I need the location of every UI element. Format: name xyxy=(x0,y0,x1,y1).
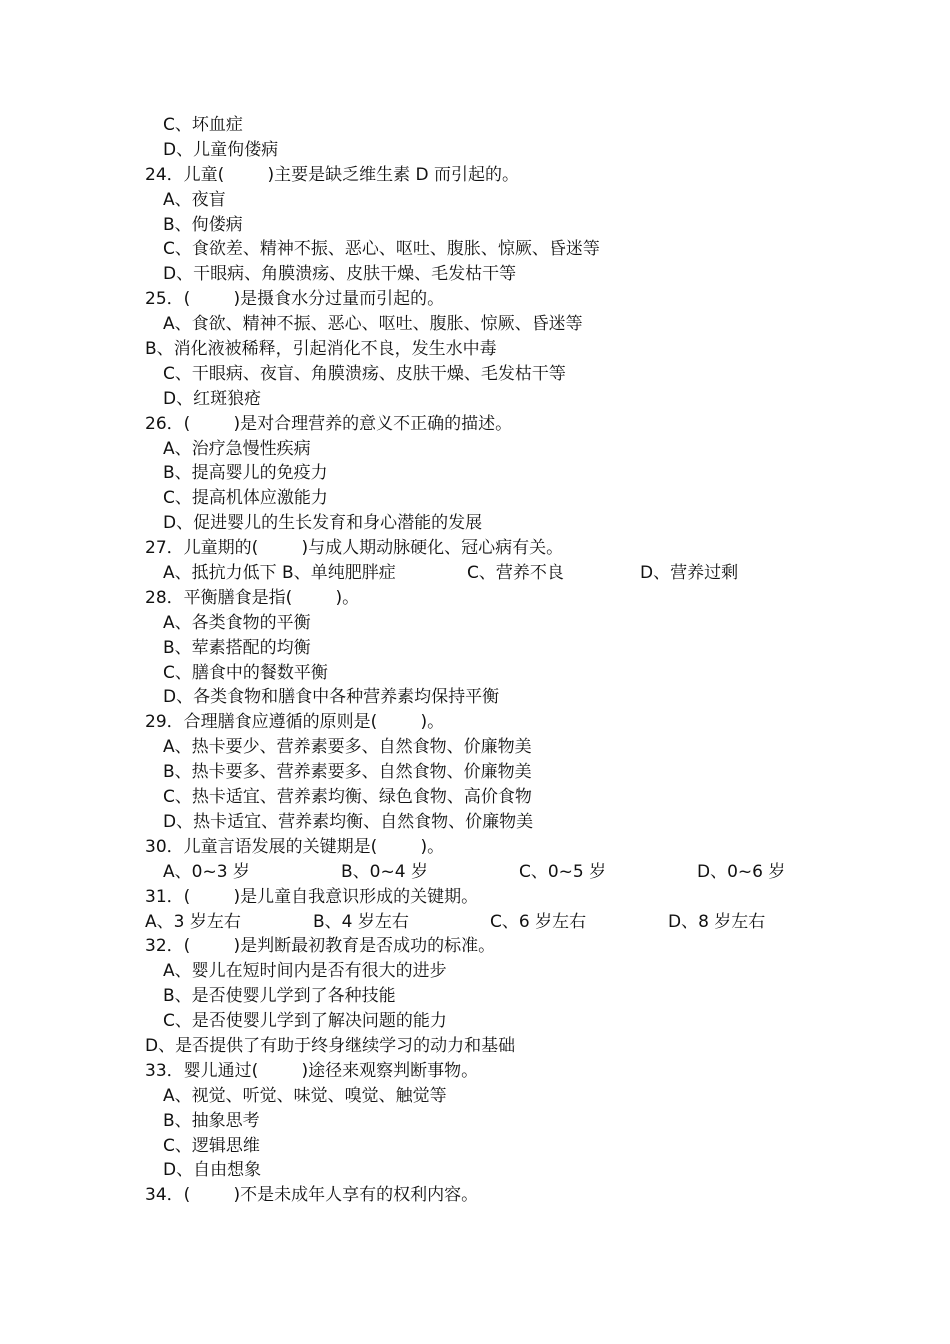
options-row-q27 xyxy=(0,561,950,586)
option-a-q29: A、热卡要少、营养素要多、自然食物、价廉物美 xyxy=(163,737,532,758)
question-27: 27．儿童期的( )与成人期动脉硬化、冠心病有关。 xyxy=(145,538,564,559)
option-c-q28: C、膳食中的餐数平衡 xyxy=(163,662,328,683)
option-a-q32: A、婴儿在短时间内是否有很大的进步 xyxy=(163,961,447,982)
option-c-q33: C、逻辑思维 xyxy=(163,1135,260,1156)
option-d-q27: D、营养过剩 xyxy=(640,563,739,584)
option-a-q33: A、视觉、听觉、味觉、嗅觉、触觉等 xyxy=(163,1085,447,1106)
option-c-q26: C、提高机体应激能力 xyxy=(163,488,328,509)
option-b-q32: B、是否使婴儿学到了各种技能 xyxy=(163,986,396,1007)
question-32: 32．( )是判断最初教育是否成功的标准。 xyxy=(145,936,496,957)
question-26: 26．( )是对合理营养的意义不正确的描述。 xyxy=(145,413,513,434)
option-c-q29: C、热卡适宜、营养素均衡、绿色食物、高价食物 xyxy=(163,787,532,808)
option-b-q24: B、佝偻病 xyxy=(163,214,243,235)
option-a-q25: A、食欲、精神不振、恶心、呕吐、腹胀、惊厥、昏迷等 xyxy=(163,314,583,335)
option-d-q23: D、儿童佝偻病 xyxy=(163,139,279,160)
option-a-q28: A、各类食物的平衡 xyxy=(163,612,311,633)
option-b-q33: B、抽象思考 xyxy=(163,1110,260,1131)
option-b-q29: B、热卡要多、营养素要多、自然食物、价廉物美 xyxy=(163,762,532,783)
question-33: 33．婴儿通过( )途径来观察判断事物。 xyxy=(145,1060,479,1081)
question-29: 29．合理膳食应遵循的原则是( )。 xyxy=(145,712,445,733)
option-d-q26: D、促进婴儿的生长发育和身心潜能的发展 xyxy=(163,513,483,534)
question-34: 34．( )不是未成年人享有的权利内容。 xyxy=(145,1185,479,1206)
question-28: 28．平衡膳食是指( )。 xyxy=(145,587,360,608)
options-row-q31 xyxy=(0,910,950,935)
option-a-q26: A、治疗急慢性疾病 xyxy=(163,438,311,459)
question-25: 25．( )是摄食水分过量而引起的。 xyxy=(145,289,445,310)
option-b-q31: B、4 岁左右 xyxy=(313,911,409,932)
options-row-q30 xyxy=(0,860,950,885)
question-30: 30．儿童言语发展的关键期是( )。 xyxy=(145,836,445,857)
option-d-q24: D、干眼病、角膜溃疡、皮肤干燥、毛发枯干等 xyxy=(163,264,517,285)
option-b-q25: B、消化液被稀释，引起消化不良，发生水中毒 xyxy=(145,339,497,360)
exam-page xyxy=(0,113,950,1208)
option-c-q30: C、0~5 岁 xyxy=(519,861,607,882)
question-24: 24．儿童( )主要是缺乏维生素 D 而引起的。 xyxy=(145,164,520,185)
option-d-q29: D、热卡适宜、营养素均衡、自然食物、价廉物美 xyxy=(163,811,534,832)
question-31: 31．( )是儿童自我意识形成的关键期。 xyxy=(145,886,479,907)
option-d-q33: D、自由想象 xyxy=(163,1160,262,1181)
option-d-q32: D、是否提供了有助于终身继续学习的动力和基础 xyxy=(145,1035,516,1056)
option-d-q31: D、8 岁左右 xyxy=(668,911,766,932)
option-c-q27: C、营养不良 xyxy=(467,563,564,584)
option-c-q24: C、食欲差、精神不振、恶心、呕吐、腹胀、惊厥、昏迷等 xyxy=(163,239,600,260)
option-b-q30: B、0~4 岁 xyxy=(341,861,428,882)
option-c-q23: C、坏血症 xyxy=(163,115,243,135)
option-a-q31: A、3 岁左右 xyxy=(145,911,241,932)
option-c-q31: C、6 岁左右 xyxy=(490,911,587,932)
option-c-q32: C、是否使婴儿学到了解决问题的能力 xyxy=(163,1011,447,1032)
option-a-q30: A、0~3 岁 xyxy=(163,861,250,882)
option-b-q26: B、提高婴儿的免疫力 xyxy=(163,463,328,484)
option-d-q25: D、红斑狼疮 xyxy=(163,388,262,409)
option-c-q25: C、干眼病、夜盲、角膜溃疡、皮肤干燥、毛发枯干等 xyxy=(163,363,566,384)
option-d-q28: D、各类食物和膳食中各种营养素均保持平衡 xyxy=(163,687,500,708)
option-b-q28: B、荤素搭配的均衡 xyxy=(163,637,311,658)
option-a-q24: A、夜盲 xyxy=(163,189,226,210)
option-ab-q27: A、抵抗力低下 B、单纯肥胖症 xyxy=(163,563,396,584)
option-d-q30: D、0~6 岁 xyxy=(697,861,786,882)
